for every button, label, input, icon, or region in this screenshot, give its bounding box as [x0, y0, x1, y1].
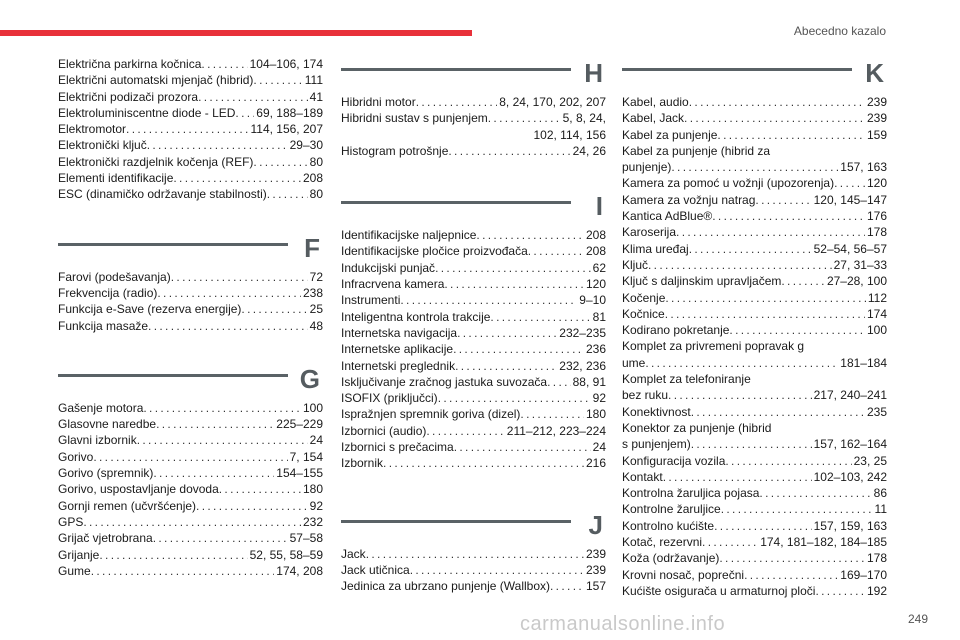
index-entry[interactable]: [341, 243, 606, 259]
entry-label: Inteligentna kontrola trakcije: [341, 309, 491, 324]
entry-pages: 239: [866, 111, 887, 126]
entry-label: Grijač vjetrobrana: [58, 531, 153, 546]
entry-label: Kantica AdBlue®: [622, 209, 713, 224]
entry-label: Hibridni sustav s punjenjem: [341, 111, 488, 126]
index-entry[interactable]: [341, 562, 606, 578]
entry-pages: 232: [302, 514, 323, 529]
page-header-title: Abecedno kazalo: [793, 24, 886, 38]
index-entry[interactable]: [622, 257, 887, 273]
index-column-3: [622, 50, 887, 599]
entry-label: Karoserija: [622, 225, 677, 240]
entry-pages: 208: [302, 171, 323, 186]
entry-pages: 100: [302, 400, 323, 415]
section-i: [341, 183, 606, 471]
entry-label: ISOFIX (priključci): [341, 391, 438, 406]
entry-label: Gorivo (spremnik): [58, 466, 154, 481]
entry-label: Kodirano pokretanje: [622, 323, 730, 338]
section-letter: J: [588, 509, 603, 540]
index-entry[interactable]: [58, 154, 323, 170]
index-entry[interactable]: [622, 273, 887, 289]
entry-label: Izbornik: [341, 456, 384, 471]
index-entry[interactable]: [58, 137, 323, 153]
index-entry[interactable]: [341, 546, 606, 562]
index-entry[interactable]: [58, 530, 323, 546]
index-entry[interactable]: [341, 227, 606, 243]
entry-label: Električna parkirna kočnica: [58, 57, 202, 71]
index-entry[interactable]: [341, 292, 606, 308]
entry-label: Frekvencija (radio): [58, 285, 158, 300]
index-entry[interactable]: [622, 192, 887, 208]
entry-pages: 81: [592, 309, 606, 324]
index-entry[interactable]: [58, 121, 323, 137]
index-entry[interactable]: [622, 241, 887, 257]
index-entry[interactable]: [341, 578, 606, 594]
entry-label: GPS: [58, 514, 84, 529]
entry-pages: 181–184: [840, 355, 887, 370]
index-column-2: [341, 50, 606, 595]
section-f: [58, 225, 323, 334]
index-entry[interactable]: [341, 276, 606, 292]
entry-label: Jack: [341, 546, 366, 561]
index-entry[interactable]: [58, 72, 323, 88]
entry-label: Gorivo, uspostavljanje dovoda: [58, 482, 219, 497]
index-entry[interactable]: [622, 518, 887, 534]
entry-label: Infracrvena kamera: [341, 277, 445, 292]
entry-label: Indukcijski punjač: [341, 260, 436, 275]
section-g: [58, 356, 323, 579]
entry-label: Krovni nosač, poprečni: [622, 567, 745, 582]
index-entry[interactable]: [58, 400, 323, 416]
index-entry[interactable]: [622, 469, 887, 485]
entry-pages: 180: [585, 407, 606, 422]
entry-pages: 178: [866, 225, 887, 240]
entry-pages: 236: [585, 342, 606, 357]
entry-pages: 232–235: [559, 325, 606, 340]
entry-pages: 157, 159, 163: [813, 518, 887, 533]
section-rule: [341, 68, 571, 71]
index-entry[interactable]: [622, 583, 887, 599]
entry-label: Histogram potrošnje: [341, 143, 449, 158]
section-header: [58, 225, 323, 269]
section-letter: F: [304, 232, 320, 263]
index-entry[interactable]: [341, 341, 606, 357]
entry-label: Kabel, audio: [622, 95, 689, 109]
entry-label: Ključ: [622, 257, 649, 272]
entry-label: Koža (održavanje): [622, 551, 720, 566]
index-entry[interactable]: [58, 170, 323, 186]
entry-pages: 178: [866, 551, 887, 566]
entry-label: Elementi identifikacije: [58, 171, 174, 186]
entry-label: Instrumenti: [341, 293, 401, 308]
index-entry[interactable]: [622, 534, 887, 550]
entry-label: Gornji remen (učvršćenje): [58, 498, 197, 513]
index-entry[interactable]: [622, 501, 887, 517]
entry-pages: 111: [304, 73, 323, 88]
index-entry[interactable]: [622, 453, 887, 469]
index-entry[interactable]: [341, 374, 606, 390]
index-entry[interactable]: [341, 143, 606, 159]
entry-label: Kontrolne žaruljice: [622, 502, 721, 517]
entry-pages: 239: [866, 95, 887, 109]
index-entry[interactable]: [341, 390, 606, 406]
entry-label: Gorivo: [58, 449, 94, 464]
entry-pages: 88, 91: [572, 374, 606, 389]
entry-pages: 174, 181–182, 184–185: [760, 535, 887, 550]
index-entry[interactable]: [622, 420, 887, 453]
index-entry[interactable]: [622, 371, 887, 404]
entry-pages: 154–155: [276, 466, 323, 481]
entry-pages: 48: [309, 318, 323, 333]
entry-label: Identifikacijske naljepnice: [341, 228, 477, 243]
index-entry[interactable]: [622, 404, 887, 420]
entry-pages: 112: [867, 290, 887, 305]
entry-pages: 211–212, 223–224: [506, 423, 606, 438]
entry-label: Kontrolna žaruljica pojasa: [622, 486, 760, 501]
entry-label: Električni automatski mjenjač (hibrid): [58, 73, 254, 88]
index-entry[interactable]: [622, 322, 887, 338]
entry-label: Kamera za vožnju natrag: [622, 192, 756, 207]
entry-pages: 27, 31–33: [833, 257, 887, 272]
entry-label: Ispražnjen spremnik goriva (dizel): [341, 407, 521, 422]
entry-label: Gašenje motora: [58, 400, 144, 415]
index-entry[interactable]: [622, 338, 887, 371]
entry-pages: 92: [309, 498, 323, 513]
entry-label-line1: Kabel za punjenje (hibrid za: [622, 143, 771, 158]
leading-entries: [58, 56, 323, 203]
index-entry[interactable]: [622, 224, 887, 240]
entry-label: Internetska navigacija: [341, 325, 458, 340]
index-entry[interactable]: [58, 563, 323, 579]
index-entry[interactable]: [622, 127, 887, 143]
section-rule: [58, 243, 288, 246]
entry-label: Elektroluminiscentne diode - LED: [58, 105, 236, 120]
entry-pages: 216: [585, 456, 606, 471]
entry-label: Jack utičnica: [341, 562, 410, 577]
entry-label-line1: Konektor za punjenje (hibrid: [622, 420, 772, 435]
entry-pages: 174, 208: [276, 563, 323, 578]
entry-pages: 104–106, 174: [249, 57, 323, 71]
index-entry[interactable]: [341, 455, 606, 471]
entry-label: Kamera za pomoć u vožnji (upozorenja): [622, 176, 835, 191]
section-header: [58, 356, 323, 400]
entry-label: Konektivnost: [622, 404, 691, 419]
entry-label: punjenje): [622, 160, 672, 175]
section-rule: [58, 374, 288, 377]
entry-pages: 159: [866, 127, 887, 142]
entry-pages: 235: [866, 404, 887, 419]
entry-label: bez ruku: [622, 388, 669, 403]
entry-pages: 9–10: [579, 293, 606, 308]
section-rule: [341, 520, 571, 523]
index-entry[interactable]: [341, 260, 606, 276]
section-letter: I: [595, 191, 603, 222]
entry-pages: 208: [585, 244, 606, 259]
entry-pages-continued: 102, 114, 156: [533, 127, 606, 142]
index-entry[interactable]: [341, 358, 606, 374]
entry-pages: 92: [592, 391, 606, 406]
section-letter: K: [865, 58, 884, 88]
entry-pages: 192: [866, 583, 887, 598]
index-entry[interactable]: [58, 301, 323, 317]
section-rule: [341, 201, 571, 204]
entry-pages: 86: [873, 486, 887, 501]
index-entry[interactable]: [58, 318, 323, 334]
index-entry[interactable]: [622, 290, 887, 306]
index-entry[interactable]: [58, 105, 323, 121]
entry-label: Isključivanje zračnog jastuka suvozača: [341, 374, 548, 389]
entry-label: Kontakt: [622, 469, 663, 484]
index-entry[interactable]: [622, 567, 887, 583]
entry-pages: 217, 240–241: [813, 388, 887, 403]
entry-label: Elektronički ključ: [58, 138, 147, 153]
entry-pages: 25: [309, 302, 323, 317]
top-accent-bar: [0, 30, 472, 36]
entry-pages: 11: [874, 502, 887, 517]
index-entry[interactable]: [58, 498, 323, 514]
index-entry[interactable]: [341, 325, 606, 341]
entry-label: Elektronički razdjelnik kočenja (REF): [58, 154, 254, 169]
entry-pages: 27–28, 100: [826, 274, 887, 289]
entry-pages: 24, 26: [572, 143, 606, 158]
entry-label: Električni podizači prozora: [58, 89, 199, 104]
entry-pages: 102–103, 242: [813, 469, 887, 484]
section-header: [622, 50, 887, 94]
entry-pages: 208: [585, 228, 606, 243]
entry-pages: 180: [302, 482, 323, 497]
index-entry[interactable]: [58, 432, 323, 448]
index-entry[interactable]: [58, 449, 323, 465]
entry-label: Konfiguracija vozila: [622, 453, 726, 468]
index-entry[interactable]: [622, 143, 887, 176]
entry-label: Farovi (podešavanja): [58, 269, 171, 284]
entry-pages: 239: [585, 546, 606, 561]
section-header: [341, 50, 606, 94]
entry-label: Elektromotor: [58, 122, 127, 137]
index-entry[interactable]: [622, 485, 887, 501]
watermark: carmanualsonline.info: [520, 613, 726, 635]
entry-pages: 100: [866, 323, 887, 338]
section-letter: G: [299, 363, 320, 394]
index-entry[interactable]: [622, 94, 887, 110]
entry-pages: 80: [309, 187, 323, 202]
section-j: [341, 502, 606, 595]
entry-pages: 238: [302, 285, 323, 300]
entry-label: Gume: [58, 563, 91, 578]
entry-pages: 120: [866, 176, 887, 191]
section-header: [341, 502, 606, 546]
entry-label: Ključ s daljinskim upravljačem: [622, 274, 782, 289]
entry-label: Glasovne naredbe: [58, 417, 157, 432]
entry-label: Kotač, rezervni: [622, 535, 703, 550]
index-entry[interactable]: [622, 208, 887, 224]
entry-pages: 24: [309, 433, 323, 448]
entry-pages: 7, 154: [289, 449, 323, 464]
entry-label: Kontrolno kućište: [622, 518, 715, 533]
entry-pages: 52–54, 56–57: [813, 241, 887, 256]
index-entry[interactable]: [341, 439, 606, 455]
entry-pages: 23, 25: [853, 453, 887, 468]
entry-label: ESC (dinamičko održavanje stabilnosti): [58, 187, 267, 202]
index-entry[interactable]: [58, 416, 323, 432]
entry-label: Identifikacijske pločice proizvođača: [341, 244, 528, 259]
entry-pages: 69, 188–189: [256, 105, 323, 120]
index-entry[interactable]: [58, 514, 323, 530]
index-entry[interactable]: [341, 309, 606, 325]
entry-pages: 174: [866, 306, 887, 321]
index-entry[interactable]: [58, 481, 323, 497]
section-k: [622, 50, 887, 599]
entry-label: Kočenje: [622, 290, 666, 305]
entry-label: Klima uređaj: [622, 241, 689, 256]
index-entry[interactable]: [622, 175, 887, 191]
index-entry[interactable]: [622, 306, 887, 322]
entry-pages: 120, 145–147: [813, 192, 887, 207]
entry-pages: 29–30: [289, 138, 323, 153]
entry-pages: 114, 156, 207: [250, 122, 323, 137]
entry-pages: 120: [585, 277, 606, 292]
index-entry[interactable]: [58, 285, 323, 301]
entry-label: Internetski preglednik: [341, 358, 456, 373]
entry-label: Jedinica za ubrzano punjenje (Wallbox): [341, 579, 551, 594]
index-entry[interactable]: [341, 94, 606, 110]
entry-label-line1: Komplet za privremeni popravak g: [622, 339, 805, 354]
index-entry[interactable]: [341, 423, 606, 439]
entry-pages: 80: [309, 154, 323, 169]
section-header: [341, 183, 606, 227]
entry-pages: 225–229: [276, 417, 323, 432]
entry-pages: 157, 162–164: [813, 437, 887, 452]
entry-pages: 8, 24, 170, 202, 207: [499, 95, 606, 109]
entry-label: Kućište osigurača u armaturnoj ploči: [622, 583, 816, 598]
index-entry[interactable]: [58, 269, 323, 285]
entry-pages: 239: [585, 562, 606, 577]
entry-pages: 232, 236: [559, 358, 606, 373]
entry-label: Funkcija e-Save (rezerva energije): [58, 302, 242, 317]
index-entry[interactable]: [58, 465, 323, 481]
index-column-1: [58, 56, 323, 579]
entry-label: Glavni izbornik: [58, 433, 137, 448]
entry-pages: 62: [592, 260, 606, 275]
entry-pages: 41: [309, 89, 323, 104]
index-entry[interactable]: [622, 550, 887, 566]
index-entry[interactable]: [58, 89, 323, 105]
index-entry[interactable]: [341, 110, 606, 143]
entry-label: Izbornici (audio): [341, 423, 427, 438]
entry-pages: 157, 163: [840, 160, 887, 175]
entry-label: Internetske aplikacije: [341, 342, 454, 357]
entry-label: Kočnice: [622, 306, 665, 321]
entry-pages: 72: [309, 269, 323, 284]
entry-label: Funkcija masaže: [58, 318, 149, 333]
section-rule: [622, 68, 852, 71]
index-entry[interactable]: [58, 56, 323, 72]
entry-pages: 169–170: [840, 567, 887, 582]
entry-pages: 5, 8, 24,: [562, 111, 606, 126]
index-entry[interactable]: [58, 186, 323, 202]
section-letter: H: [584, 58, 603, 88]
index-entry[interactable]: [341, 406, 606, 422]
index-entry[interactable]: [58, 547, 323, 563]
entry-label: Kabel za punjenje: [622, 127, 718, 142]
entry-pages: 176: [866, 209, 887, 224]
entry-pages: 24: [592, 440, 606, 455]
index-entry[interactable]: [622, 110, 887, 126]
entry-pages: 52, 55, 58–59: [249, 547, 323, 562]
entry-label-line1: Komplet za telefoniranje: [622, 372, 751, 387]
entry-label: ume: [622, 355, 646, 370]
entry-label: Izbornici s prečacima: [341, 440, 454, 455]
entry-label: Grijanje: [58, 547, 100, 562]
entry-label: Kabel, Jack: [622, 111, 685, 126]
entry-label: Hibridni motor: [341, 95, 416, 109]
section-h: [341, 50, 606, 159]
entry-label: s punjenjem): [622, 437, 691, 452]
entry-pages: 57–58: [289, 531, 323, 546]
page-number: 249: [907, 612, 928, 626]
entry-pages: 157: [585, 579, 606, 594]
